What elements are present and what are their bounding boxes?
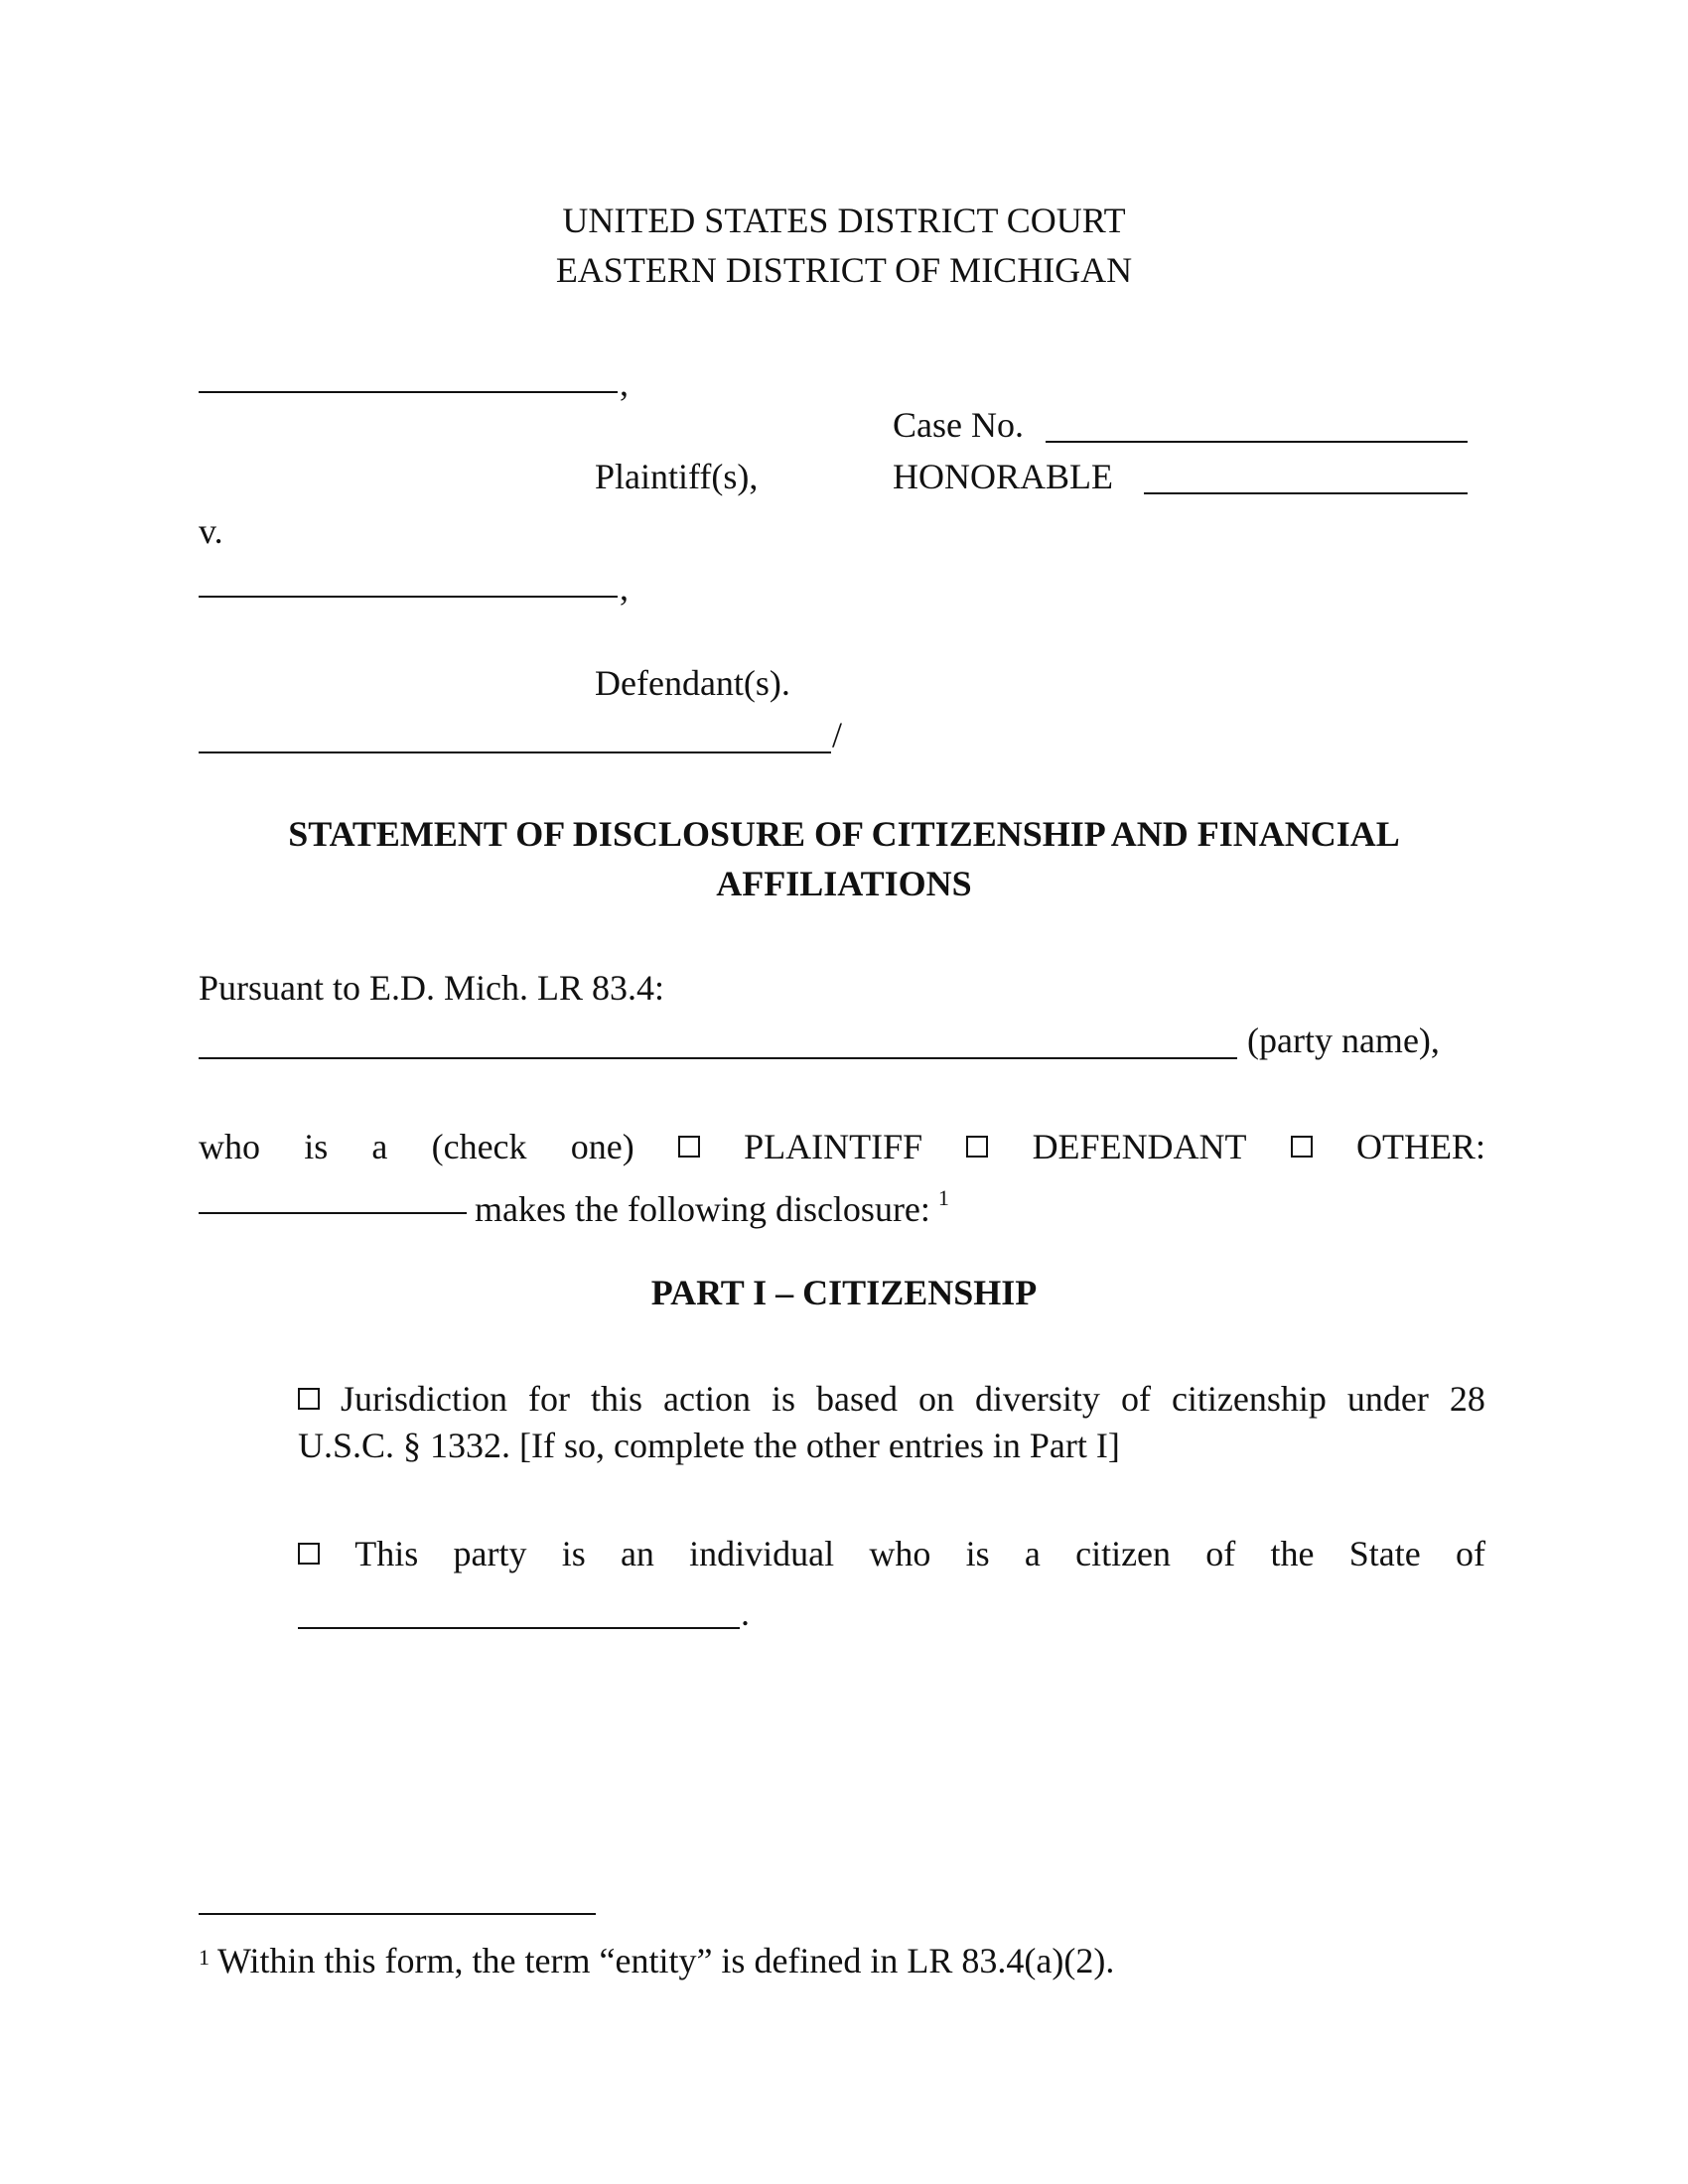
- footnote-text: Within this form, the term “entity” is defined in LR 83.4(a)(2).: [217, 1941, 1115, 1980]
- party-type-word: (check: [431, 1127, 527, 1166]
- caption-end-slash: /: [832, 715, 843, 754]
- individual-word: This: [354, 1534, 419, 1573]
- individual-word: is: [561, 1534, 586, 1573]
- diversity-word: this: [590, 1379, 642, 1419]
- individual-word: the: [1270, 1534, 1315, 1573]
- footnote-reference: 1: [937, 1185, 949, 1210]
- diversity-jurisdiction-checkbox[interactable]: [298, 1388, 320, 1410]
- versus: v.: [199, 511, 223, 551]
- makes-disclosure-text: [475, 1178, 949, 1229]
- individual-word: a: [1024, 1534, 1041, 1573]
- individual-word: an: [620, 1534, 654, 1573]
- individual-word: individual: [689, 1534, 835, 1573]
- party-type-word: a: [371, 1127, 388, 1166]
- defendant-label: Defendant(s).: [595, 663, 790, 703]
- other-option-label: OTHER:: [1355, 1127, 1485, 1166]
- document-title-line2: AFFILIATIONS: [716, 864, 972, 903]
- diversity-word: for: [528, 1379, 570, 1419]
- diversity-word: diversity: [974, 1379, 1100, 1419]
- defendant-option-label: DEFENDANT: [1032, 1127, 1247, 1166]
- individual-word: State: [1348, 1534, 1421, 1573]
- case-no-label: Case No.: [893, 405, 1024, 445]
- diversity-word: Jurisdiction: [341, 1379, 507, 1419]
- party-type-word: who: [199, 1127, 260, 1166]
- individual-word: who: [869, 1534, 931, 1573]
- diversity-item-line1: [298, 1379, 1485, 1419]
- footnote-separator: [199, 1913, 596, 1915]
- honorable-blank[interactable]: [1144, 492, 1468, 494]
- court-name: UNITED STATES DISTRICT COURT: [562, 201, 1126, 240]
- diversity-word: of: [1120, 1379, 1151, 1419]
- diversity-item-line2: U.S.C. § 1332. [If so, complete the other entries in Part I]: [298, 1426, 1120, 1465]
- individual-word: of: [1455, 1534, 1485, 1573]
- plaintiff-name-blank[interactable]: [199, 391, 618, 393]
- individual-citizen-checkbox[interactable]: [298, 1543, 320, 1565]
- part1-heading: PART I – CITIZENSHIP: [650, 1273, 1038, 1312]
- individual-word: of: [1205, 1534, 1236, 1573]
- state-of-citizenship-blank[interactable]: [298, 1627, 740, 1629]
- individual-word: is: [965, 1534, 990, 1573]
- individual-item-end: .: [741, 1593, 750, 1633]
- defendant-comma: ,: [620, 568, 629, 608]
- plaintiff-comma: ,: [620, 363, 629, 403]
- party-type-word: is: [304, 1127, 329, 1166]
- other-party-type-blank[interactable]: [199, 1212, 467, 1214]
- diversity-word: is: [771, 1379, 795, 1419]
- document-title: [199, 809, 1489, 908]
- diversity-word: citizenship: [1171, 1379, 1327, 1419]
- footnote: [199, 1938, 1114, 1980]
- footnote-mark: 1: [199, 1945, 210, 1970]
- makes-disclosure-label: makes the following disclosure:: [475, 1189, 930, 1229]
- caption-end-rule: [199, 751, 831, 753]
- defendant-checkbox[interactable]: [966, 1136, 988, 1158]
- party-name-label: (party name),: [1247, 1021, 1440, 1060]
- plaintiff-label: Plaintiff(s),: [595, 457, 759, 496]
- party-type-word: one): [570, 1127, 634, 1166]
- diversity-word: 28: [1449, 1379, 1485, 1419]
- defendant-name-blank[interactable]: [199, 596, 618, 598]
- district-name: EASTERN DISTRICT OF MICHIGAN: [555, 250, 1133, 290]
- diversity-word: on: [917, 1379, 954, 1419]
- individual-word: citizen: [1075, 1534, 1172, 1573]
- diversity-word: action: [663, 1379, 751, 1419]
- diversity-word: based: [815, 1379, 898, 1419]
- individual-item-line1: [298, 1534, 1485, 1573]
- plaintiff-checkbox[interactable]: [678, 1136, 700, 1158]
- party-type-line: [199, 1127, 1485, 1166]
- pursuant-text: Pursuant to E.D. Mich. LR 83.4:: [199, 968, 664, 1008]
- plaintiff-option-label: PLAINTIFF: [744, 1127, 923, 1166]
- diversity-word: under: [1346, 1379, 1429, 1419]
- party-name-blank[interactable]: [199, 1057, 1237, 1059]
- case-no-blank[interactable]: [1046, 441, 1468, 443]
- individual-word: party: [453, 1534, 527, 1573]
- other-checkbox[interactable]: [1291, 1136, 1313, 1158]
- honorable-label: HONORABLE: [893, 457, 1113, 496]
- document-title-line1: STATEMENT OF DISCLOSURE OF CITIZENSHIP AND FINANCIAL: [288, 814, 1400, 854]
